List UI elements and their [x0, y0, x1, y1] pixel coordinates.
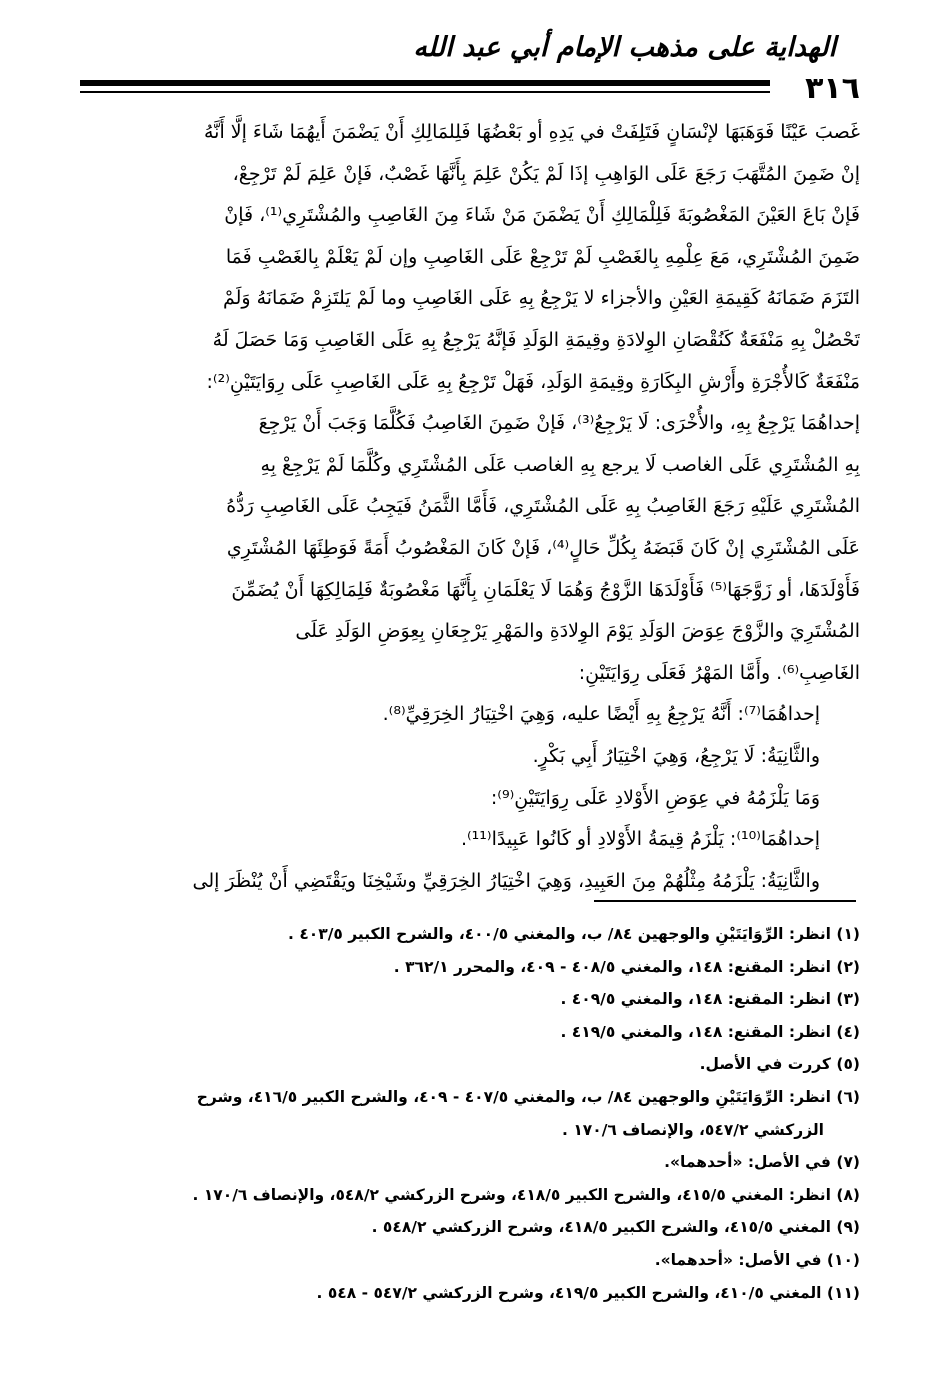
- footnote: (١٠) في الأصل: «أحدهما».: [654, 1250, 860, 1269]
- footnotes-block: [82, 918, 860, 1309]
- footnote: (١) انظر: الرِّوَايَتَيْنِ والوجهين ٨٤/ ب، والمغني ٤٠٠/٥، والشرح الكبير ٤٠٣/٥ .: [288, 925, 860, 943]
- header-double-rule: [80, 80, 770, 96]
- header-rule-thick: [80, 80, 770, 86]
- footnote: (٢) انظر: المقنع: ١٤٨، والمغني ٤٠٨/٥ - ٤٠٩، والمحرر ٣٦٢/١ .: [393, 957, 860, 976]
- indented-text-line: والثَّانِيَةُ: لَا يَرْجِعُ، وَهِيَ اخْتِيَارُ أَبِي بَكْرٍ.: [532, 744, 820, 767]
- running-header-title: الهداية على مذهب الإمام أبي عبد الله: [413, 32, 836, 63]
- indented-text-line: إحداهُمَا⁽⁷⁾: أَنَّهُ يَرْجِعُ بِهِ أَيْضًا عليه، وَهِيَ اخْتِيَارُ الخِرَقِيِّ⁽⁸⁾.: [382, 703, 820, 726]
- text-line: مَنْفَعَةٌ كَالأُجْرَةِ وأَرْشِ البِكَارَةِ وقِيمَةِ الوَلَدِ، فَهَلْ تَرْجِعُ بِهِ عَلَى الغَاصِبِ عَلَى رِوَايَتَيْنِ⁽²⁾:: [206, 370, 860, 393]
- footnote: (١١) المغني ٤١٠/٥، والشرح الكبير ٤١٩/٥، وشرح الزركشي ٥٤٧/٢ - ٥٤٨ .: [316, 1283, 860, 1302]
- footnote: (٤) انظر: المقنع: ١٤٨، والمغني ٤١٩/٥ .: [560, 1022, 860, 1041]
- footnote: (٥) كررت في الأصل.: [699, 1055, 860, 1074]
- text-line: المُشْتَرِيَ والزَّوْجَ عِوَضَ الوَلَدِ يَوْمَ الوِلادَةِ والمَهْرِ يَرْجِعَانِ بِعِوَضِ الوَلَدِ عَلَى: [295, 620, 860, 643]
- text-line: الغَاصِبِ⁽⁶⁾. وأَمَّا المَهْرُ فَعَلَى رِوَايَتَيْنِ:: [578, 661, 860, 684]
- text-line: إنْ ضَمِنَ المُتَّهَبَ رَجَعَ عَلَى الوَاهِبِ إذَا لَمْ يَكُنْ عَلِمَ بِأَنَّهَا غَصْبٌ، فَإنْ عَلِمَ لَمْ تَرْجِعْ،: [232, 162, 860, 185]
- footnote: (٧) في الأصل: «أحدهما».: [664, 1153, 860, 1172]
- text-line: بِهِ المُشْتَرِي عَلَى الغاصب لَا يرجع بِهِ الغاصب عَلَى المُشْتَرِي وكُلَّمَا لَمْ يَرْجِعْ بِهِ: [260, 453, 860, 476]
- footnote: (٨) انظر: المغني ٤١٥/٥، والشرح الكبير ٤١٨/٥، وشرح الزركشي ٥٤٨/٢، والإنصاف ١٧٠/٦ .: [192, 1185, 860, 1204]
- text-line: التَزَمَ ضَمَانَهُ كَقِيمَةِ العَيْنِ والأجزاء لا يَرْجِعُ بِهِ عَلَى الغَاصِبِ وما لَمْ يَلتَزِمْ ضَمَانَهُ وَلَمْ: [222, 287, 860, 310]
- text-line: تَحْصُلْ بِهِ مَنْفَعَةٌ كَنُقْصَانِ الوِلادَةِ وقِيمَةِ الوَلَدِ فَإنَّهُ يَرْجِعُ بِهِ عَلَى الغَاصِبِ وَمَا حَصَلَ لَهُ: [212, 328, 860, 351]
- main-text-block: [82, 112, 860, 902]
- indented-text-line: وَمَا يَلْزَمُهُ في عِوَضِ الأَوْلادِ عَلَى رِوَايَتَيْنِ⁽⁹⁾:: [490, 786, 820, 809]
- footnote: (٣) انظر: المقنع: ١٤٨، والمغني ٤٠٩/٥ .: [560, 990, 860, 1009]
- header-rule-thin: [80, 91, 770, 93]
- text-line: غَصبَ عَيْنًا فَوَهَبَهَا لإنْسَانٍ فَتَلِفَتْ في يَدِهِ أو بَعْضُهَا فَلِلمَالِكِ أَنْ يَضْمَنَ أَيهُمَا شَاءَ إلَّا أَنَّهُ: [203, 121, 860, 143]
- text-line: إحداهُمَا يَرْجِعُ بِهِ، والأُخْرَى: لَا يَرْجِعُ⁽³⁾، فَإنْ ضَمِنَ الغَاصِبُ فَكُلَّمَا وَجَبَ أَنْ يَرْجِعَ: [258, 412, 860, 435]
- footnote: (٦) انظر: الرِّوَايَتَيْنِ والوجهين ٨٤/ ب، والمغني ٤٠٧/٥ - ٤٠٩، والشرح الكبير ٤١٦/٥، وشرح: [196, 1087, 860, 1106]
- indented-text-line: والثَّانِيَةُ: يَلْزَمُهُ مِثْلُهُمْ مِنَ العَبِيدِ، وَهِيَ اخْتِيَارُ الخِرَقِيِّ وشَيْخِنَا ويَقْتَضِي أَنْ يُنْظَرَ إلى: [192, 869, 820, 892]
- text-line: فَأَوْلَدَهَا، أو زَوَّجَهَا⁽⁵⁾ فَأَوْلَدَهَا الزَّوْجُ وَهُمَا لَا يَعْلَمَانِ بِأَنَّهَا مَغْصُوبَةٌ فَلِمَالِكِهَا أَنْ يُضَمِّنَ: [231, 578, 860, 601]
- text-line: فَإنْ بَاعَ العَيْنَ المَغْصُوبَةَ فَلِلْمَالِكِ أَنْ يَضْمَنَ مَنْ شَاءَ مِنَ الغَاصِبِ والمُشْتَرِي⁽¹⁾، فَإنْ: [224, 204, 860, 227]
- page-number: ٣١٦: [805, 71, 860, 106]
- footnote-continuation: الزركشي ٥٤٧/٢، والإنصاف ١٧٠/٦ .: [562, 1120, 824, 1139]
- footnote: (٩) المغني ٤١٥/٥، والشرح الكبير ٤١٨/٥، وشرح الزركشي ٥٤٨/٢ .: [371, 1218, 860, 1237]
- indented-text-line: إحداهُمَا⁽¹⁰⁾: يَلْزَمُ قِيمَةُ الأَوْلادِ أو كَانُوا عَبِيدًا⁽¹¹⁾.: [460, 828, 820, 851]
- text-line: المُشْتَرِي عَلَيْهِ رَجَعَ الغَاصِبُ بِهِ عَلَى المُشْتَرِي، فَأَمَّا الثَّمَنُ فَيَجِبُ عَلَى الغَاصِبِ رَدُّهُ: [226, 495, 860, 518]
- text-line: عَلَى المُشْتَرِي إنْ كَانَ قَبَضَهُ بِكُلِّ حَالٍ⁽⁴⁾، فَإنْ كَانَ المَغْصُوبُ أَمَةً فَوَطِئَهَا المُشْتَرِي: [226, 536, 860, 559]
- footnote-separator-rule: [594, 900, 856, 902]
- text-line: ضَمِنَ المُشْتَرِي، مَعَ عِلْمِهِ بِالغَصْبِ لَمْ تَرْجِعْ عَلَى الغَاصِبِ وإن لَمْ يَعْلَمْ بِالغَصْبِ فَمَا: [225, 245, 860, 268]
